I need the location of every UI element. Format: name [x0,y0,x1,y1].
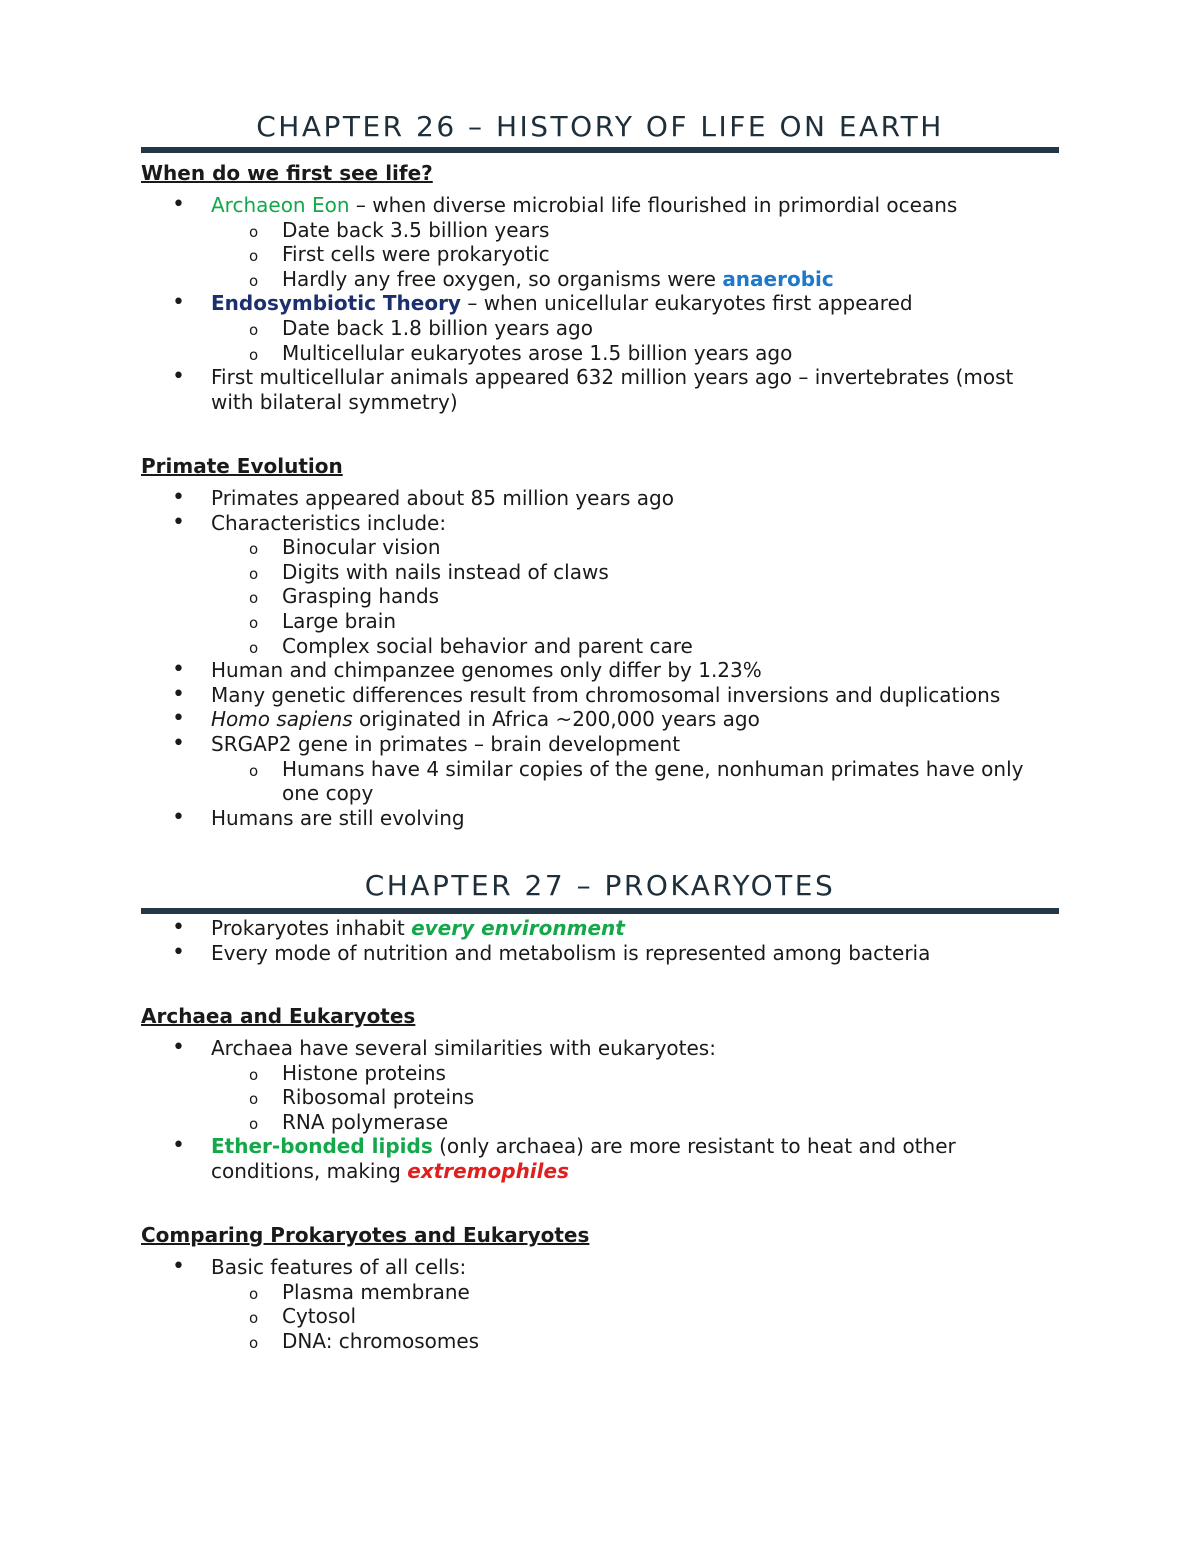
term-homo-sapiens: Homo sapiens [211,707,353,732]
section-archaea-eukaryotes [141,1004,1059,1184]
list-item: • Every mode of nutrition and metabolism is represented among bacteria [141,941,1059,966]
list-item: o Large brain [211,609,1059,634]
list-item: • Humans are still evolving [141,806,1059,831]
section-comparing-cells [141,1223,1059,1353]
list-item: o Binocular vision [211,535,1059,560]
list-item: o Complex social behavior and parent care [211,634,1059,659]
term-extremophiles: extremophiles [407,1158,569,1183]
list-item: o RNA polymerase [211,1110,1059,1135]
section-heading: Archaea and Eukaryotes [141,1004,416,1028]
list-item: o Plasma membrane [211,1280,1059,1305]
section-heading: Comparing Prokaryotes and Eukaryotes [141,1223,590,1247]
list-item: • Endosymbiotic Theory – when unicellular eukaryotes first appeared o Date back 1.8 billion years ago o Multicellular eukaryotes arose 1.5 billion years ago [141,291,1059,365]
chapter-26-rule [141,147,1059,153]
list-item: • Basic features of all cells: o Plasma membrane o Cytosol o DNA: chromosomes [141,1255,1059,1353]
list-item: • Prokaryotes inhabit every environment [141,916,1059,941]
bullet-list [141,1036,1059,1184]
sub-list [211,757,1059,806]
term-every-environment: every environment [411,916,625,940]
sub-list [211,218,1059,292]
sub-list [211,1061,1059,1135]
list-item: • Characteristics include: o Binocular vision o Digits with nails instead of claws o Grasping hands o Large brain o Complex social behavior and parent care [141,511,1059,659]
sub-list [211,1280,1059,1354]
term-endosymbiotic-theory: Endosymbiotic Theory [211,291,461,316]
list-item: o Hardly any free oxygen, so organisms were anaerobic [211,267,1059,292]
list-item: o DNA: chromosomes [211,1329,1059,1354]
term-archaeon-eon: Archaeon Eon [211,193,350,217]
list-item: • Archaea have several similarities with eukaryotes: o Histone proteins o Ribosomal proteins o RNA polymerase [141,1036,1059,1134]
list-item: • Homo sapiens originated in Africa ~200,000 years ago [141,707,1059,732]
term-anaerobic: anaerobic [722,266,834,291]
section-first-life [141,161,1059,414]
term-ether-bonded-lipids: Ether-bonded lipids [211,1134,433,1159]
list-item: o Histone proteins [211,1061,1059,1086]
sub-list [211,316,1059,365]
section-heading: Primate Evolution [141,454,343,478]
list-item: o Date back 1.8 billion years ago [211,316,1059,341]
chapter-27-header [141,869,1059,914]
list-item: • Many genetic differences result from chromosomal inversions and duplications [141,683,1059,708]
chapter-27-intro [141,916,1059,965]
list-item: o Humans have 4 similar copies of the gene, nonhuman primates have only one copy [211,757,1059,806]
section-heading: When do we first see life? [141,161,433,185]
bullet-list [141,1255,1059,1353]
list-item: o Multicellular eukaryotes arose 1.5 billion years ago [211,341,1059,366]
list-item: • Human and chimpanzee genomes only differ by 1.23% [141,658,1059,683]
list-item: o First cells were prokaryotic [211,242,1059,267]
chapter-27-title: CHAPTER 27 – PROKARYOTES [364,869,836,902]
sub-list [211,535,1059,658]
chapter-26-header [141,110,1059,153]
list-item: o Grasping hands [211,584,1059,609]
list-item: • Ether-bonded lipids (only archaea) are more resistant to heat and other conditions, making extremophiles [141,1134,1059,1183]
bullet-list [141,193,1059,414]
list-item: • Primates appeared about 85 million years ago [141,486,1059,511]
list-item: o Ribosomal proteins [211,1085,1059,1110]
list-item: o Date back 3.5 billion years [211,218,1059,243]
list-item: o Cytosol [211,1304,1059,1329]
section-primate-evolution [141,454,1059,830]
chapter-27-rule [141,908,1059,914]
list-item: o Digits with nails instead of claws [211,560,1059,585]
bullet-list [141,486,1059,830]
chapter-26-title: CHAPTER 26 – HISTORY OF LIFE ON EARTH [256,110,944,143]
list-item: • Archaeon Eon – when diverse microbial life flourished in primordial oceans o Date back 3.5 billion years o First cells were prokaryotic o Hardly any free oxygen, so organisms were anaerobic [141,193,1059,291]
list-item: • SRGAP2 gene in primates – brain development o Humans have 4 similar copies of the gene, nonhuman primates have only one copy [141,732,1059,806]
list-item: • First multicellular animals appeared 632 million years ago – invertebrates (most with bilateral symmetry) [141,365,1059,414]
bullet-list [141,916,1059,965]
